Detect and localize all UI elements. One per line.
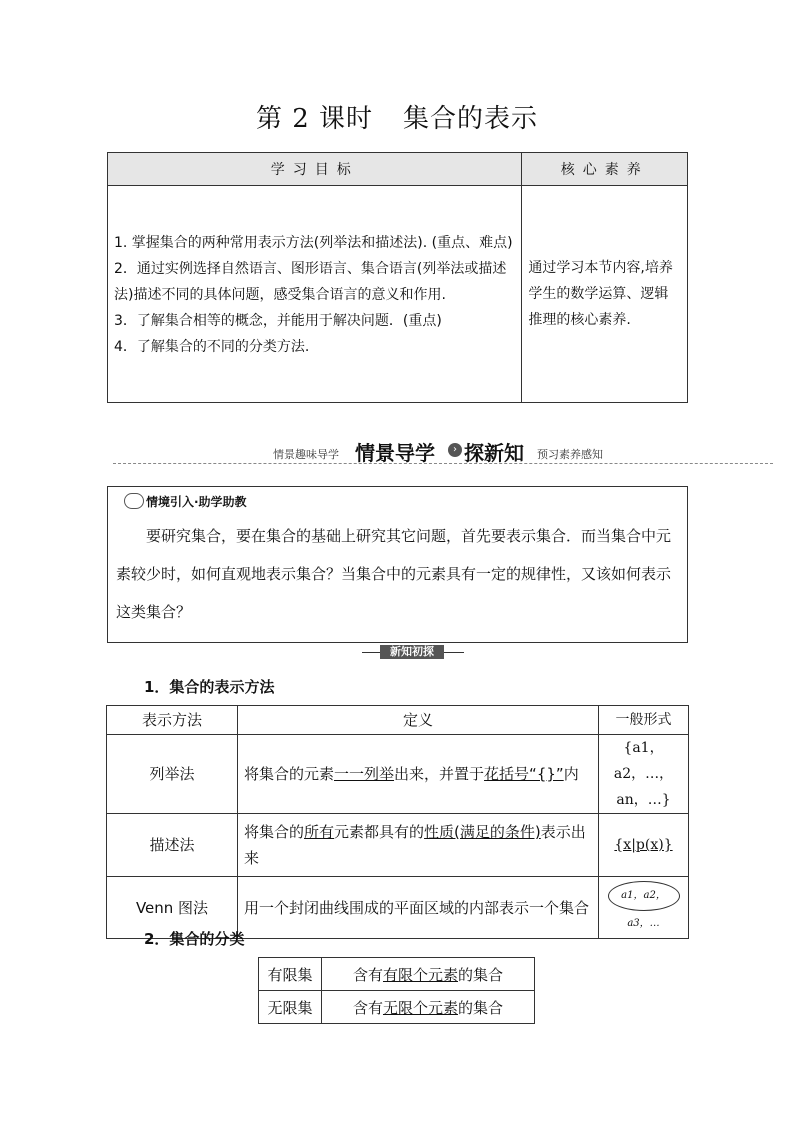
arrow-icon: › [448,443,462,457]
method-name: 列举法 [107,735,238,814]
intro-box [107,486,688,643]
methods-table [106,705,689,939]
goal-item: 4．了解集合的不同的分类方法. [114,339,310,355]
banner-left-caption: 情景趣味导学 [273,448,339,461]
method-definition: 用一个封闭曲线围成的平面区域的内部表示一个集合 [238,877,599,939]
method-form [599,877,689,939]
section-heading: 1．集合的表示方法 [144,678,275,696]
section-banner [113,437,773,467]
lesson-number: 第 2 课时 [255,104,374,134]
table-header: 表示方法 [107,706,238,735]
new-knowledge-label [362,645,464,660]
method-name: Venn 图法 [107,877,238,939]
lesson-topic: 集合的表示 [403,104,539,134]
goals-header: 学习目标 [108,153,522,186]
goal-item: 2．通过实例选择自然语言、图形语言、集合语言(列举法或描述法)描述不同的具体问题，感受集合语言的意义和作用. [114,261,507,303]
core-literacy: 通过学习本节内容,培养学生的数学运算、逻辑推理的核心素养. [522,186,688,403]
method-form: {x|p(x)} [599,814,689,877]
banner-title-b: 探新知 [464,441,524,465]
banner-divider [113,463,773,464]
page-title [0,98,794,135]
goal-item: 3．了解集合相等的概念，并能用于解决问题．(重点) [114,313,442,329]
venn-ellipse: a1，a2，a3，… [608,881,680,911]
method-name: 描述法 [107,814,238,877]
set-description: 含有无限个元素的集合 [322,991,535,1024]
intro-text: 要研究集合，要在集合的基础上研究其它问题，首先要表示集合．而当集合中元素较少时，如何直观地表示集合？当集合中的元素具有一定的规律性，又该如何表示这类集合？ [116,527,672,621]
set-type: 有限集 [259,958,322,991]
set-description: 含有有限个元素的集合 [322,958,535,991]
label-box: 新知初探 [380,645,444,659]
banner-right-caption: 预习素养感知 [537,448,603,461]
core-header: 核心素养 [522,153,688,186]
table-header: 一般形式 [599,706,689,735]
method-definition: 将集合的所有元素都具有的性质(满足的条件)表示出来 [238,814,599,877]
book-icon [124,493,144,509]
section-heading: 2．集合的分类 [144,930,245,948]
goals-list [108,186,522,403]
goals-table [107,152,688,403]
goal-item: 1. 掌握集合的两种常用表示方法(列举法和描述法). (重点、难点) [114,235,513,251]
method-form: {a1，a2，…，an，…} [599,735,689,814]
table-header: 定义 [238,706,599,735]
set-type: 无限集 [259,991,322,1024]
method-definition: 将集合的元素一一列举出来，并置于花括号“{}”内 [238,735,599,814]
classification-table [258,957,535,1024]
intro-header: 情境引入·助学助教 [146,493,247,510]
banner-title-a: 情景导学 [355,441,435,465]
